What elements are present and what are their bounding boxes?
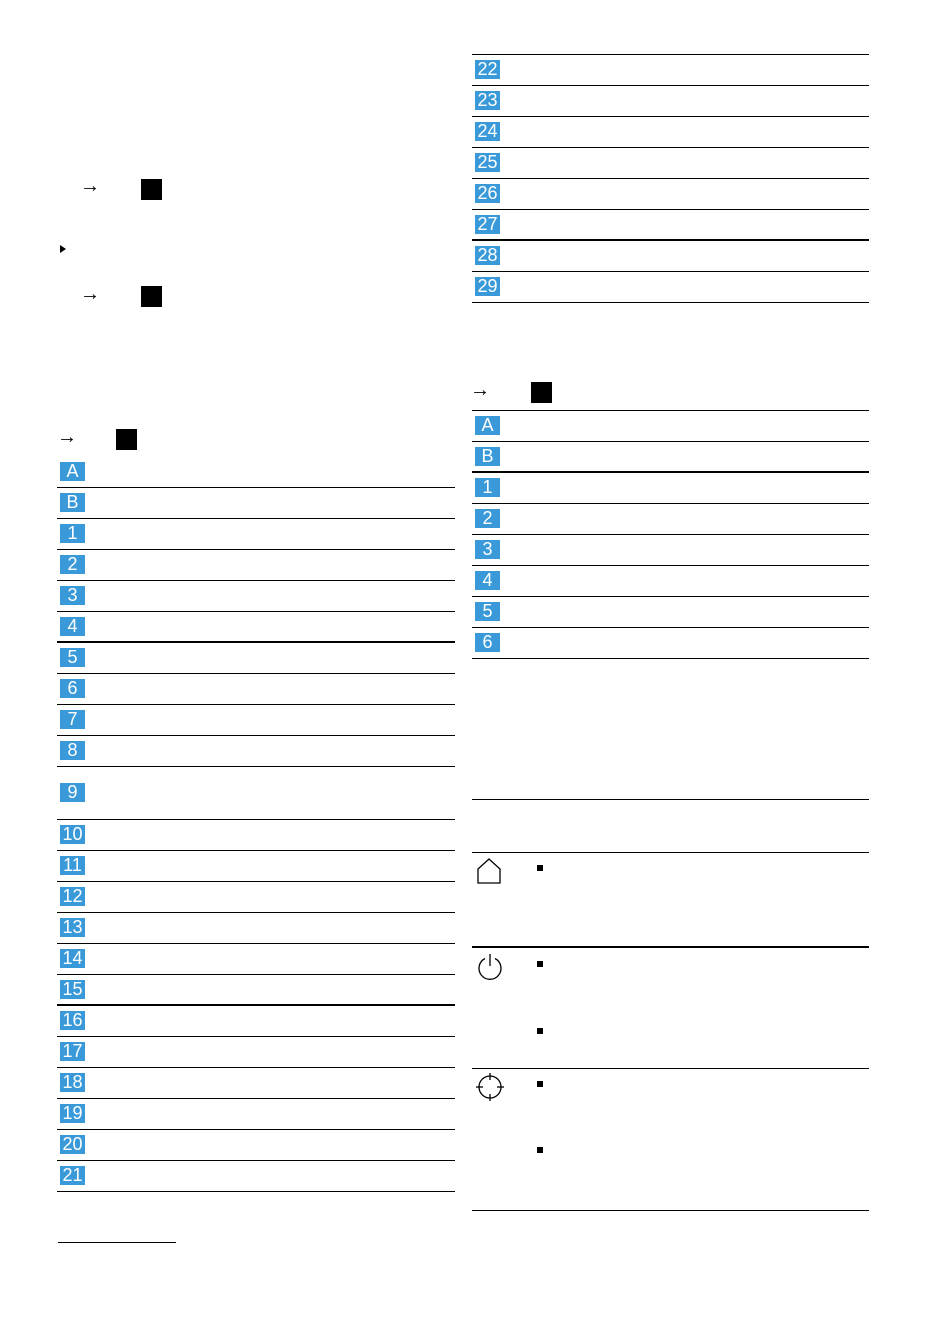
- bullet: [537, 865, 543, 871]
- right-top-legend-list: [472, 54, 869, 303]
- crosshair-icon: [476, 1073, 504, 1101]
- arrow-icon: →: [57, 426, 77, 448]
- item-number-badge: 21: [60, 1166, 85, 1185]
- list-item: [57, 1037, 455, 1068]
- list-item: [472, 55, 869, 86]
- home-icon: [476, 857, 502, 885]
- item-number-badge: 5: [475, 602, 500, 621]
- black-square-icon: [141, 286, 162, 307]
- list-item: [472, 117, 869, 148]
- list-item: [472, 86, 869, 117]
- list-item: [57, 519, 455, 550]
- list-item: [472, 179, 869, 210]
- item-number-badge: 3: [60, 586, 85, 605]
- item-number-badge: B: [475, 447, 500, 466]
- list-item: [472, 272, 869, 303]
- list-item: [57, 736, 455, 767]
- list-item: [472, 148, 869, 179]
- list-item: [472, 241, 869, 272]
- list-item: [472, 210, 869, 241]
- item-number-badge: 22: [475, 60, 500, 79]
- item-number-badge: 1: [60, 524, 85, 543]
- item-number-badge: 16: [60, 1011, 85, 1030]
- item-number-badge: 2: [60, 555, 85, 574]
- item-number-badge: 14: [60, 949, 85, 968]
- item-number-badge: 4: [475, 571, 500, 590]
- item-number-badge: 4: [60, 617, 85, 636]
- list-item: [472, 535, 869, 566]
- arrow-icon: →: [80, 283, 100, 305]
- list-item: [57, 975, 455, 1006]
- list-item: [57, 488, 455, 519]
- item-number-badge: 3: [475, 540, 500, 559]
- list-item: [57, 581, 455, 612]
- list-item: [57, 820, 455, 851]
- list-item: [57, 674, 455, 705]
- list-item: [57, 1161, 455, 1192]
- item-number-badge: 19: [60, 1104, 85, 1123]
- item-number-badge: A: [60, 462, 85, 481]
- black-square-icon: [141, 179, 162, 200]
- item-number-badge: 23: [475, 91, 500, 110]
- item-number-badge: 6: [60, 679, 85, 698]
- symbol-row-power: [472, 949, 869, 1069]
- item-number-badge: 2: [475, 509, 500, 528]
- item-number-badge: 25: [475, 153, 500, 172]
- item-number-badge: 26: [475, 184, 500, 203]
- item-number-badge: 15: [60, 980, 85, 999]
- list-item: [57, 882, 455, 913]
- list-item: [472, 411, 869, 442]
- black-square-icon: [116, 429, 137, 450]
- arrow-icon: →: [80, 175, 100, 197]
- item-number-badge: 28: [475, 246, 500, 265]
- item-number-badge: 6: [475, 633, 500, 652]
- bullet: [537, 1028, 543, 1034]
- list-item: [57, 1130, 455, 1161]
- list-item: [57, 767, 455, 820]
- bullet: [537, 961, 543, 967]
- item-number-badge: 10: [60, 825, 85, 844]
- triangle-bullet-icon: [60, 245, 66, 253]
- list-item: [57, 944, 455, 975]
- item-number-badge: 11: [60, 856, 85, 875]
- list-item: [472, 628, 869, 659]
- list-item: [472, 473, 869, 504]
- item-number-badge: 9: [60, 783, 85, 802]
- item-number-badge: 13: [60, 918, 85, 937]
- item-number-badge: 29: [475, 277, 500, 296]
- list-item: [472, 597, 869, 628]
- item-number-badge: A: [475, 416, 500, 435]
- item-number-badge: 20: [60, 1135, 85, 1154]
- symbol-row-home: [472, 852, 869, 948]
- symbol-table-header-rule: [472, 799, 869, 800]
- list-item: [57, 1068, 455, 1099]
- arrow-icon: →: [470, 379, 490, 401]
- list-item: [57, 913, 455, 944]
- list-item: [57, 1006, 455, 1037]
- black-square-icon: [531, 382, 552, 403]
- item-number-badge: 17: [60, 1042, 85, 1061]
- list-item: [57, 612, 455, 643]
- item-number-badge: 27: [475, 215, 500, 234]
- item-number-badge: 12: [60, 887, 85, 906]
- item-number-badge: 1: [475, 478, 500, 497]
- right-mid-legend-list: [472, 410, 869, 659]
- list-item: [57, 1099, 455, 1130]
- bullet: [537, 1081, 543, 1087]
- list-item: [472, 504, 869, 535]
- left-legend-list: [57, 457, 455, 1192]
- list-item: [472, 566, 869, 597]
- item-number-badge: 5: [60, 648, 85, 667]
- list-item: [57, 643, 455, 674]
- list-item: [57, 851, 455, 882]
- list-item: [472, 442, 869, 473]
- symbol-row-crosshair: [472, 1069, 869, 1211]
- list-item: [57, 550, 455, 581]
- footnote-rule: [58, 1242, 176, 1243]
- item-number-badge: 18: [60, 1073, 85, 1092]
- item-number-badge: 24: [475, 122, 500, 141]
- item-number-badge: 8: [60, 741, 85, 760]
- item-number-badge: B: [60, 493, 85, 512]
- power-icon: [476, 953, 504, 981]
- item-number-badge: 7: [60, 710, 85, 729]
- list-item: [57, 705, 455, 736]
- bullet: [537, 1147, 543, 1153]
- list-item: [57, 457, 455, 488]
